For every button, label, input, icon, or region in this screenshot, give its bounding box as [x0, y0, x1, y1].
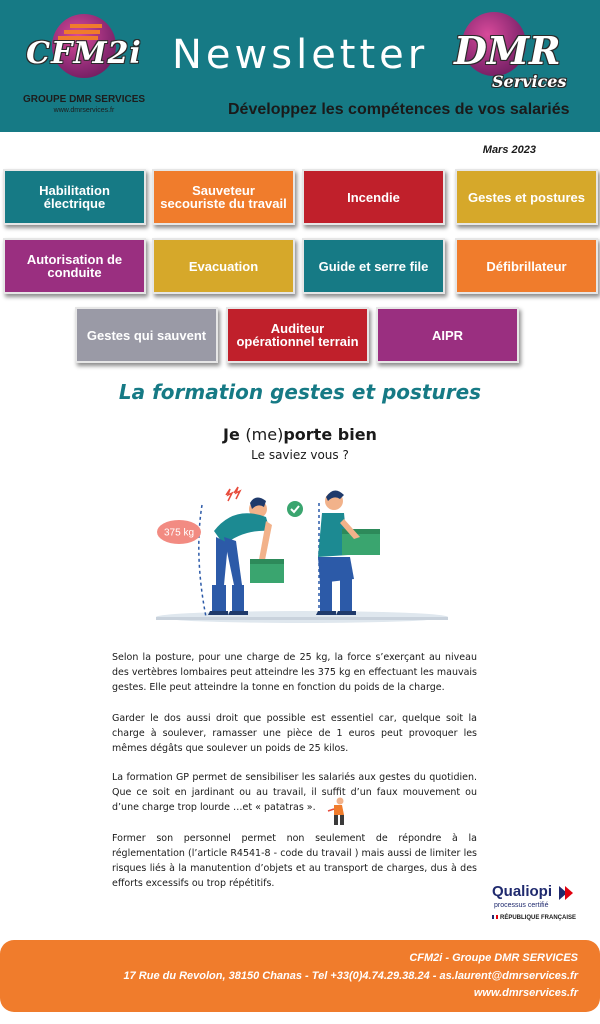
dmr-logo-text: DMR [454, 28, 561, 73]
dmr-services-logo[interactable] [448, 8, 578, 98]
btn-incendie[interactable]: Incendie [302, 169, 445, 225]
qualiopi-name: Qualiopi [492, 883, 552, 900]
btn-auditeur-operationnel[interactable]: Auditeur opérationnel terrain [226, 307, 369, 363]
services-logo-text: Services [492, 72, 567, 91]
article-title: La formation gestes et postures [118, 380, 482, 404]
cfm2i-logo-text: CFM2i [26, 36, 142, 71]
btn-guide-serre-file[interactable]: Guide et serre file [302, 238, 445, 294]
btn-habilitation-electrique[interactable]: Habilitation électrique [3, 169, 146, 225]
footer-website[interactable]: www.dmrservices.fr [473, 987, 578, 999]
tagline: Développez les compétences de vos salariés [228, 101, 570, 118]
btn-gestes-postures[interactable]: Gestes et postures [455, 169, 598, 225]
lightning-icon [226, 487, 240, 501]
qualiopi-badge [488, 883, 588, 925]
posture-illustration [154, 485, 450, 630]
footer-company: CFM2i - Groupe DMR SERVICES [409, 952, 578, 964]
republique-label: RÉPUBLIQUE FRANÇAISE [500, 915, 577, 921]
article-paragraph-3: La formation GP permet de sensibiliser les salariés aux gestes du quotidien. Que ce soit en jardinant ou au travail, il suffit d’un faux mouvement ou d’une charge trop lourde …et « patatras ». [112, 772, 477, 813]
cfm2i-logo[interactable] [22, 8, 146, 118]
btn-autorisation-conduite[interactable]: Autorisation de conduite [3, 238, 146, 294]
weight-badge [156, 519, 202, 545]
footer-address[interactable]: 17 Rue du Revolon, 38150 Chanas - Tel +33(0)4.74.29.38.24 - as.laurent@dmrservices.fr [123, 970, 578, 982]
back-pain-icon [326, 797, 348, 827]
newsletter-title: Newsletter [172, 32, 429, 78]
btn-evacuation[interactable]: Evacuation [152, 238, 295, 294]
article-subtitle [0, 425, 600, 444]
article-paragraph-2: Garder le dos aussi droit que possible est essentiel car, quelque soit la charge à soulever, ramasser une pièce de 1 euros peut provoquer les mêmes dégâts que soulever un poids de 25 kilos. [112, 713, 477, 754]
good-posture-figure [316, 490, 380, 615]
group-name: GROUPE DMR SERVICES [22, 94, 146, 105]
article-paragraph-1: Selon la posture, pour une charge de 25 kg, la force s’exerçant au niveau des vertèbres lombaires peut atteindre les 375 kg en effectuant les mauvais gestes. Elle peut atteindre la tonne en fonction du poids de la charge. [112, 652, 477, 693]
issue-date: Mars 2023 [482, 144, 536, 156]
btn-gestes-qui-sauvent[interactable]: Gestes qui sauvent [75, 307, 218, 363]
article-subline: Le saviez vous ? [251, 448, 349, 462]
weight-badge-label: 375 kg [163, 527, 195, 539]
republique-francaise [492, 915, 576, 921]
subtitle-part-3: porte bien [283, 425, 377, 444]
flag-icon [492, 915, 498, 919]
btn-aipr[interactable]: AIPR [376, 307, 519, 363]
check-icon [287, 501, 303, 517]
qualiopi-arrow-icon [558, 885, 574, 901]
subtitle-part-2: (me) [245, 425, 284, 444]
qualiopi-sub: processus certifié [494, 902, 549, 909]
footer [0, 940, 600, 1012]
logo-url[interactable]: www.dmrservices.fr [53, 107, 115, 114]
bad-posture-figure [208, 497, 284, 615]
article-paragraph-4: Former son personnel permet non seulement de répondre à la réglementation (l’article R4541-8 - code du travail ) mais aussi de limiter les risques liés à la manutention d’objets et au transport de charges, dus à des efforts excessifs ou trop répétitifs. [112, 833, 477, 889]
btn-defibrillateur[interactable]: Défibrillateur [455, 238, 598, 294]
btn-sauveteur-secouriste[interactable]: Sauveteur secouriste du travail [152, 169, 295, 225]
header-banner [0, 0, 600, 132]
subtitle-part-1: Je [223, 425, 246, 444]
